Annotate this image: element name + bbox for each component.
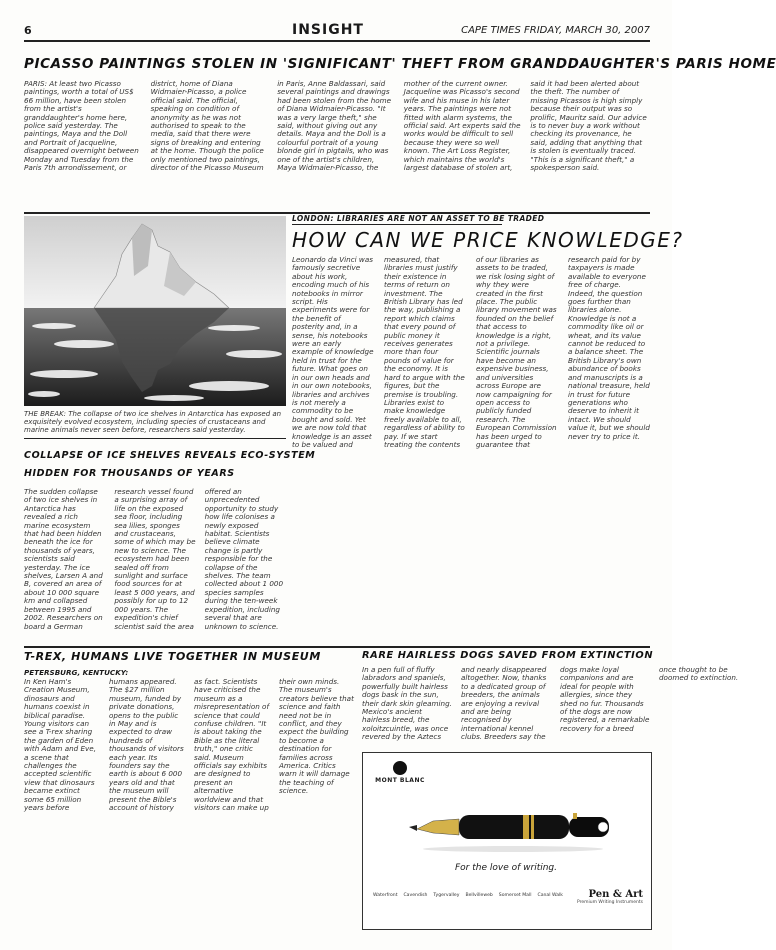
divider-rule-middle xyxy=(24,646,650,648)
montblanc-brand: MONT BLANC xyxy=(375,777,425,784)
penart-subtitle: Premium Writing Instruments xyxy=(576,900,643,905)
ice-body: The sudden collapse of two ice shelves in Antarctica has revealed a rich marine ecosystem that had been hidden beneath the ice for thousands of years, scientists said yesterday. The ice shelves, Larsen A and B, covered an area of about 10 000 square km and collapsed between 1995 and 2002. Researchers on board a German research vessel found a surprising array of life on the exposed sea floor, including sea lilies, sponges and crustaceans, some of which may be new to science. The ecosystem had been sealed off from sunlight and surface food sources for at least 5 000 years, and possibly for up to 12 000 years. The expedition's chief scientist said the area offered an unprecedented opportunity to study how life colonises a newly exposed habitat. Scientists believe climate change is partly responsible for the collapse of the shelves. The team collected about 1 000 species samples during the ten-week expedition, including several that are unknown to science. xyxy=(24,487,284,631)
montblanc-star-icon xyxy=(393,761,407,775)
ice-headline-line1: COLLAPSE OF ICE SHELVES REVEALS ECO-SYSTEM xyxy=(24,450,316,461)
knowledge-kicker: LONDON: LIBRARIES ARE NOT AN ASSET TO BE TRADED xyxy=(292,214,545,223)
store-name: Bellvilleweb xyxy=(465,893,493,898)
ice-headline-line2: HIDDEN FOR THOUSANDS OF YEARS xyxy=(24,468,235,479)
ad-tagline: For the love of writing. xyxy=(455,863,558,873)
penart-name: Pen & Art xyxy=(588,889,643,900)
divider-rule-ice xyxy=(24,438,286,439)
dogs-headline: RARE HAIRLESS DOGS SAVED FROM EXTINCTION xyxy=(362,650,654,661)
knowledge-headline: HOW CAN WE PRICE KNOWLEDGE? xyxy=(292,228,684,252)
trex-headline: T-REX, HUMANS LIVE TOGETHER IN MUSEUM xyxy=(24,650,321,663)
montblanc-logo xyxy=(375,761,425,784)
page-number: 6 xyxy=(24,24,32,37)
montblanc-advertisement xyxy=(362,752,652,930)
store-name: Tygervalley xyxy=(433,893,460,898)
iceberg-illustration xyxy=(24,216,286,406)
page-header xyxy=(24,22,650,42)
kicker-underline xyxy=(292,224,502,225)
section-title: INSIGHT xyxy=(292,22,364,38)
store-name: Cavendish xyxy=(403,893,428,898)
fountain-pen-image xyxy=(403,789,623,859)
store-name: Canal Walk xyxy=(537,893,563,898)
store-list xyxy=(373,893,563,899)
trex-body: In Ken Ham's Creation Museum, dinosaurs and humans coexist in biblical paradise. Young visitors can see a T-rex sharing the garden of Eden with Adam and Eve, a scene that challenges the accepted scientific view that dinosaurs became extinct some 65 million years before humans appeared. The $27 million museum, funded by private donations, opens to the public in May and is expected to draw hundreds of thousands of visitors each year. Its founders say the earth is about 6 000 years old and that the museum will present the Bible's account of history as fact. Scientists have criticised the museum as a misrepresentation of science that could confuse children. "It is about taking the Bible as the literal truth," one critic said. Museum officials say exhibits are designed to present an alternative worldview and that visitors can make up their own minds. The museum's creators believe that science and faith need not be in conflict, and they expect the building to become a destination for families across America. Critics warn it will damage the teaching of science. xyxy=(24,677,354,813)
picasso-headline: PICASSO PAINTINGS STOLEN IN 'SIGNIFICANT' THEFT FROM GRANDDAUGHTER'S PARIS HOME xyxy=(24,56,776,72)
iceberg-caption: THE BREAK: The collapse of two ice shelves in Antarctica has exposed an exquisitely evolved ecosystem, including species of crustaceans and marine animals never seen before, researchers said yesterday. xyxy=(24,410,282,435)
masthead-date: CAPE TIMES FRIDAY, MARCH 30, 2007 xyxy=(461,25,650,36)
knowledge-body: Leonardo da Vinci was famously secretive about his work, encoding much of his notebooks in mirror script. His experiments were for the benefit of posterity and, in a sense, his notebooks were an early example of knowledge held in trust for the future. What goes on in our own heads and in our own notebooks, libraries and archives is not merely a commodity to be bought and sold. Yet we are now told that knowledge is an asset to be valued and measured, that libraries must justify their existence in terms of return on investment. The British Library has led the way, publishing a report which claims that every pound of public money it receives generates more than four pounds of value for the economy. It is hard to argue with the figures, but the premise is troubling. Libraries exist to make knowledge freely available to all, regardless of ability to pay. If we start treating the contents of our libraries as assets to be traded, we risk losing sight of why they were created in the first place. The public library movement was founded on the belief that access to knowledge is a right, not a privilege. Scientific journals have become an expensive business, and universities across Europe are now campaigning for open access to publicly funded research. The European Commission has been urged to guarantee that research paid for by taxpayers is made available to everyone free of charge. Indeed, the question goes further than libraries alone. Knowledge is not a commodity like oil or wheat, and its value cannot be reduced to a balance sheet. The British Library's own abundance of books and manuscripts is a national treasure, held in trust for future generations who deserve to inherit it intact. We should value it, but we should never try to price it. xyxy=(292,255,650,449)
store-name: Waterfront xyxy=(373,893,398,898)
trex-dateline: PETERSBURG, KENTUCKY: xyxy=(24,668,129,677)
penart-logo xyxy=(577,889,643,905)
picasso-body: PARIS: At least two Picasso paintings, worth a total of US$ 66 million, have been stolen from the artist's granddaughter's home here, police said yesterday. The paintings, Maya and the Doll and Portrait of Jacqueline, disappeared overnight between Monday and Tuesday from the Paris 7th arrondissement, or district, home of Diana Widmaier-Picasso, a police official said. The official, speaking on condition of anonymity as he was not authorised to speak to the media, said that there were signs of breaking and entering at the home. Though the police only mentioned two paintings, director of the Picasso Museum in Paris, Anne Baldassari, said several paintings and drawings had been stolen from the home of Diana Widmaier-Picasso. "It was a very large theft," she said, without giving out any details. Maya and the Doll is a colourful portrait of a young blonde girl in pigtails, who was one of the artist's children, Maya Widmaier-Picasso, the mother of the current owner. Jacqueline was Picasso's second wife and his muse in his later years. The paintings were not fitted with alarm systems, the official said. Art experts said the works would be difficult to sell because they were so well known. The Art Loss Register, which maintains the world's largest database of stolen art, said it had been alerted about the theft. The number of missing Picassos is high simply because their output was so prolific, Mauritz said. Our advice is to never buy a work without checking its provenance, he said, adding that anything that is stolen is eventually traced. "This is a significant theft," a spokesperson said. xyxy=(24,79,647,173)
store-name: Somerset Mall xyxy=(498,893,532,898)
iceberg-photo xyxy=(24,216,286,406)
dogs-body: In a pen full of fluffy labradors and spaniels, powerfully built hairless dogs bask in the sun, their dark skin gleaming. Mexico's ancient hairless breed, the xoloitzcuintle, was once revered by the Aztecs and nearly disappeared altogether. Now, thanks to a dedicated group of breeders, the animals are enjoying a revival and are being recognised by international kennel clubs. Breeders say the dogs make loyal companions and are ideal for people with allergies, since they shed no fur. Thousands of the dogs are now registered, a remarkable recovery for a breed once thought to be doomed to extinction. xyxy=(362,665,739,742)
